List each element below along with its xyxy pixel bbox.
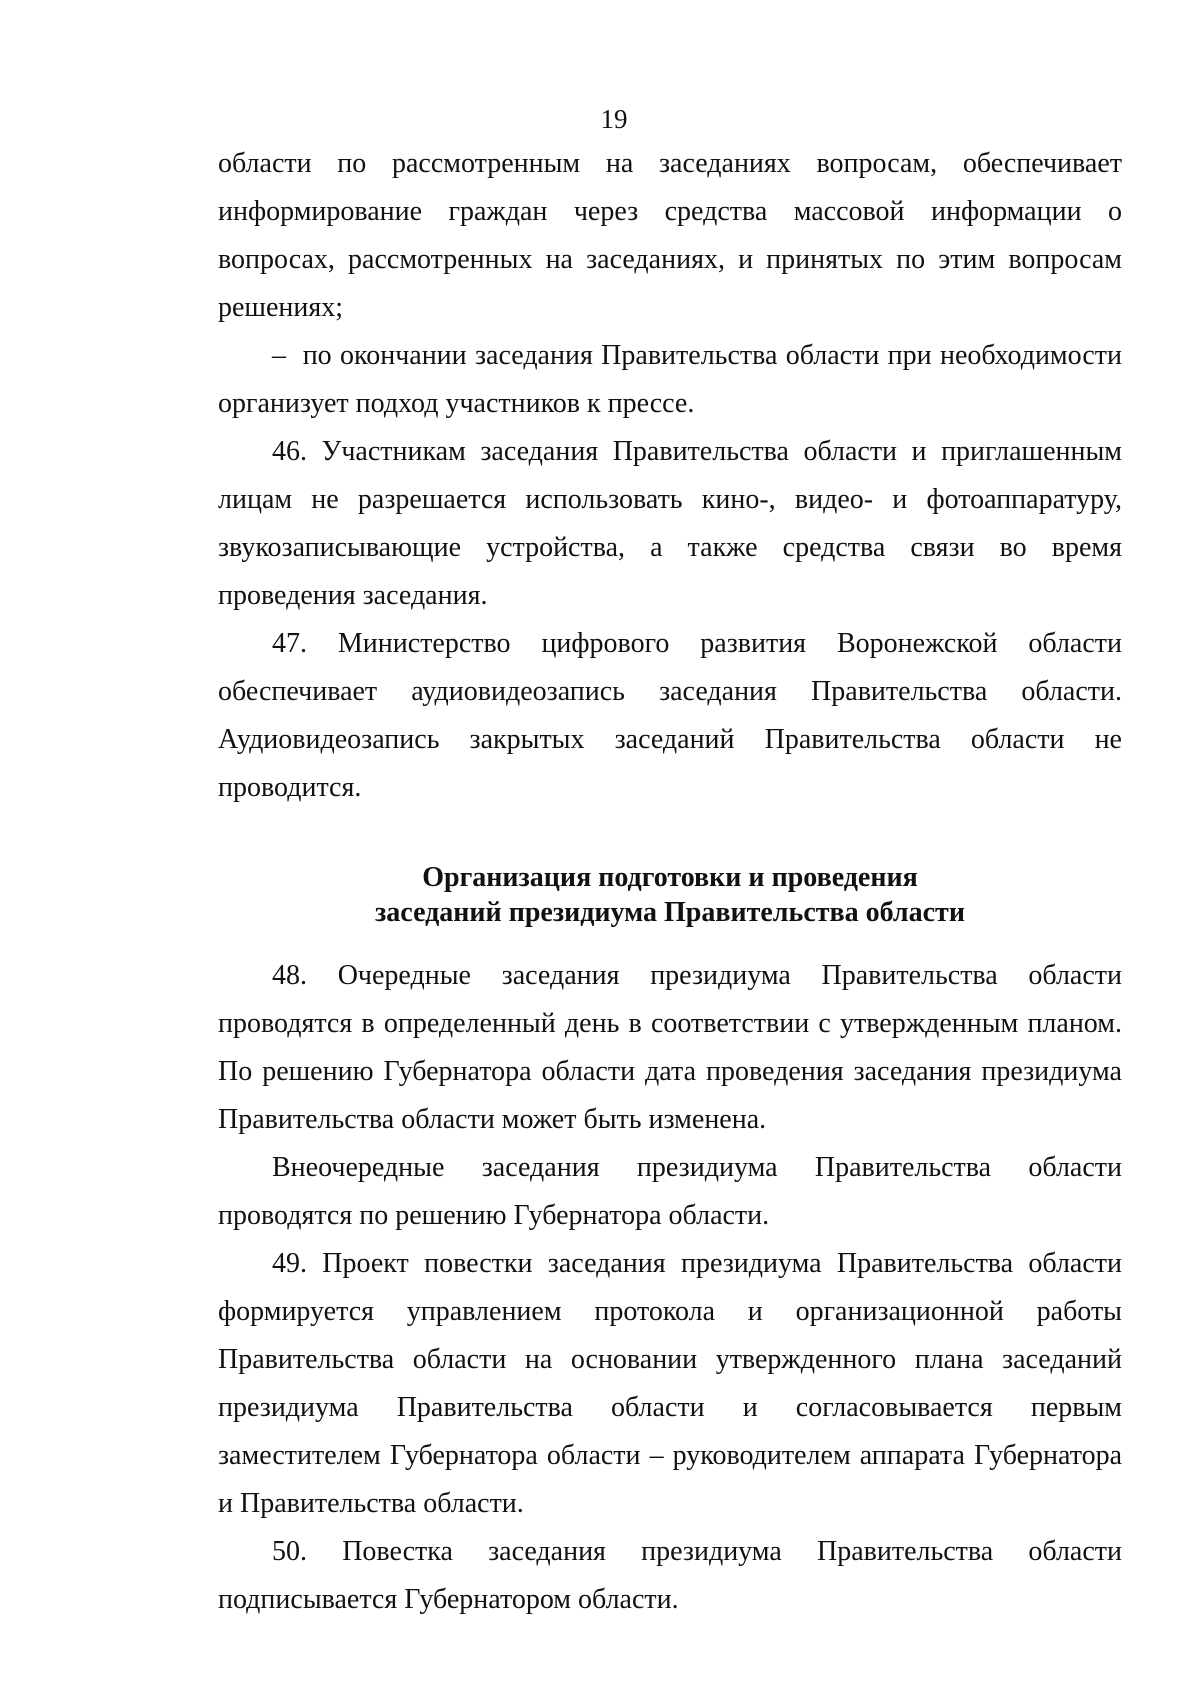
- paragraph-47: 47. Министерство цифрового развития Воронежской области обеспечивает аудиовидеозапись заседания Правительства области. Аудиовидеозапись закрытых заседаний Правительства области не проводится.: [218, 628, 1122, 803]
- paragraph-49: 49. Проект повестки заседания президиума Правительства области формируется управлением протокола и организационной работы Правительства области на основании утвержденного плана заседаний президиума Правительства области и согласовывается первым заместителем Губернатора области – руководителем аппарата Губернатора и Правительства области.: [218, 1248, 1122, 1519]
- paragraph-extraordinary-meetings: Внеочередные заседания президиума Правительства области проводятся по решению Губернатора области.: [218, 1152, 1122, 1231]
- paragraph-press-approach: – по окончании заседания Правительства области при необходимости организует подход участников к прессе.: [218, 340, 1122, 419]
- section-heading-line-1: Организация подготовки и проведения: [422, 862, 918, 893]
- section-heading: [218, 860, 1122, 930]
- paragraph-50: 50. Повестка заседания президиума Правительства области подписывается Губернатором области.: [218, 1536, 1122, 1615]
- document-body: [218, 140, 1122, 1624]
- page-number: 19: [600, 104, 628, 134]
- paragraph-48: 48. Очередные заседания президиума Правительства области проводятся в определенный день в соответствии с утвержденным планом. По решению Губернатора области дата проведения заседания президиума Правительства области может быть изменена.: [218, 960, 1122, 1135]
- paragraph-continuation: области по рассмотренным на заседаниях вопросам, обеспечивает информирование граждан через средства массовой информации о вопросах, рассмотренных на заседаниях, и принятых по этим вопросам решениях;: [218, 148, 1122, 323]
- paragraph-46: 46. Участникам заседания Правительства области и приглашенным лицам не разрешается использовать кино-, видео- и фотоаппаратуру, звукозаписывающие устройства, а также средства связи во время проведения заседания.: [218, 436, 1122, 611]
- section-heading-line-2: заседаний президиума Правительства области: [375, 897, 965, 928]
